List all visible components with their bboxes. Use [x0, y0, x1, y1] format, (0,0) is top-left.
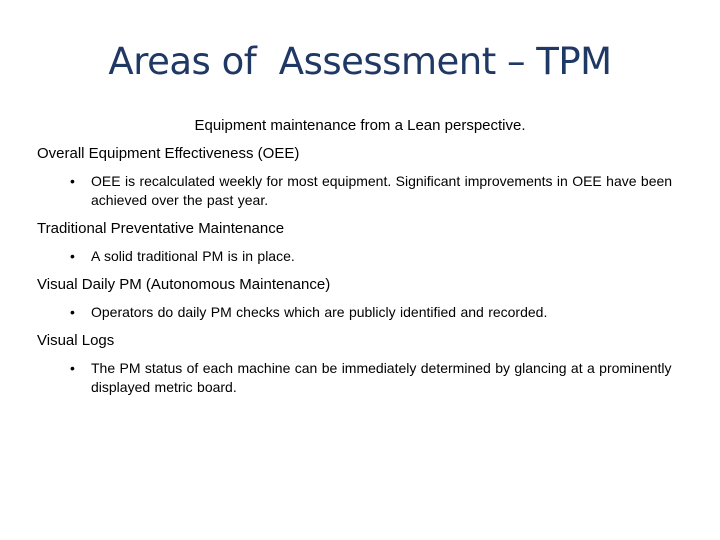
section-heading: Overall Equipment Effectiveness (OEE) [37, 145, 300, 162]
bullet-icon: • [70, 173, 75, 189]
bullet-item [37, 359, 687, 397]
bullet-text: A solid traditional PM is in place. [91, 248, 295, 264]
bullet-text: The PM status of each machine can be immediately determined by glancing at a prominently displayed metric board. [91, 360, 672, 395]
slide-subtitle: Equipment maintenance from a Lean perspective. [194, 117, 526, 134]
section-visual-logs [37, 332, 687, 397]
section-heading: Visual Logs [37, 332, 115, 349]
bullet-item [37, 172, 687, 210]
section-heading: Traditional Preventative Maintenance [37, 220, 285, 237]
slide-content [37, 145, 687, 407]
bullet-icon: • [70, 304, 75, 320]
bullet-text: OEE is recalculated weekly for most equipment. Significant improvements in OEE have been achieved over the past year. [91, 173, 673, 208]
section-oee [37, 145, 687, 210]
slide-title: Areas of Assessment – TPM [108, 40, 612, 83]
section-traditional-pm [37, 220, 687, 266]
bullet-text: Operators do daily PM checks which are publicly identified and recorded. [91, 304, 548, 320]
section-visual-daily-pm [37, 276, 687, 322]
bullet-icon: • [70, 248, 75, 264]
section-heading: Visual Daily PM (Autonomous Maintenance) [37, 276, 331, 293]
bullet-item [37, 303, 687, 322]
bullet-item [37, 247, 687, 266]
bullet-icon: • [70, 360, 75, 376]
